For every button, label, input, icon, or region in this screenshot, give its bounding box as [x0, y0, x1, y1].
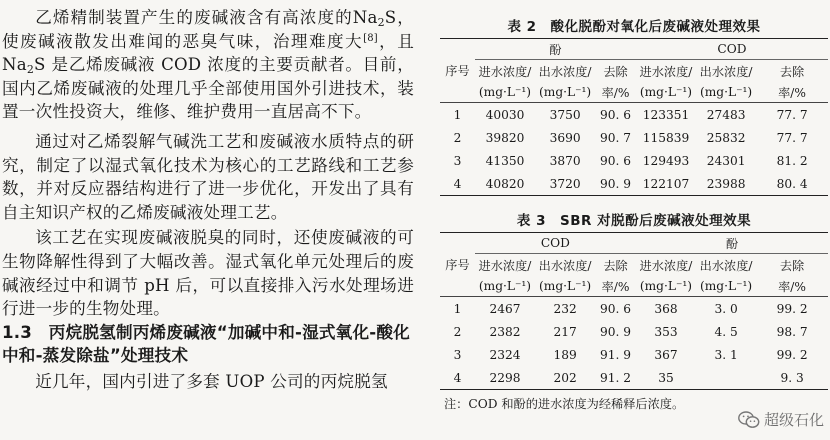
header-unit: (mg·L⁻¹)	[700, 85, 753, 99]
header-in-conc: 进水浓度/	[639, 64, 693, 79]
table-row	[440, 343, 828, 366]
cell: 3750	[549, 107, 581, 122]
header-rate: 率/%	[601, 85, 630, 100]
header-rate: 率/%	[778, 85, 806, 100]
header-out-conc: 出水浓度/	[538, 64, 592, 79]
header-unit: (mg·L⁻¹)	[539, 85, 592, 99]
cell: 2467	[489, 301, 521, 316]
cell: 368	[654, 301, 678, 316]
cell: 9. 3	[780, 370, 804, 385]
header-group-phenol: 酚	[475, 39, 636, 60]
cell: 3870	[549, 153, 581, 168]
cell: 3	[453, 347, 462, 362]
header-group-cod: COD	[636, 39, 828, 60]
header-unit: (mg·L⁻¹)	[478, 279, 532, 293]
cell: 90. 7	[600, 130, 632, 145]
text-span: S，使废碱液散发出难闻的恶臭气味，治理难度大	[2, 8, 414, 51]
cell: 90. 6	[600, 107, 632, 122]
header-unit: (mg·L⁻¹)	[700, 279, 753, 293]
cell: 77. 7	[776, 107, 808, 122]
cell: 3	[453, 153, 462, 168]
text-span: S 是乙烯废碱液 COD 浓度的主要贡献者。目前，国内乙烯废碱液的处理几乎全部使用国外引进技术，装置一次性投资大，维修、维护费用一直居高不下。	[2, 55, 414, 122]
header-unit: (mg·L⁻¹)	[639, 279, 693, 293]
text-span: 乙烯精制装置产生的废碱液含有高浓度的	[35, 8, 353, 27]
header-seq: 序号	[440, 39, 475, 103]
cell: 189	[553, 347, 577, 362]
cell: 77. 7	[776, 130, 808, 145]
cell	[696, 366, 756, 390]
table-row	[440, 149, 828, 172]
cell: 40030	[485, 107, 525, 122]
header-removal: 去除	[603, 64, 628, 79]
header-group-cod: COD	[475, 233, 636, 254]
cell: 39820	[485, 130, 525, 145]
cell: 129493	[642, 153, 690, 168]
table-row	[440, 103, 828, 127]
cell: 24301	[706, 153, 746, 168]
cell: 232	[553, 301, 577, 316]
cell: 4	[453, 176, 462, 191]
cell: 40820	[485, 176, 525, 191]
cell: 98. 7	[776, 324, 808, 339]
header-rate: 率/%	[778, 279, 806, 294]
cell: 81. 2	[776, 153, 808, 168]
table-2	[440, 38, 828, 196]
cell: 23988	[706, 176, 746, 191]
header-unit: (mg·L⁻¹)	[639, 85, 693, 99]
subscript: 2	[26, 63, 35, 77]
cell: 2324	[489, 347, 521, 362]
table-row	[440, 126, 828, 149]
section-heading: 1.3 丙烷脱氢制丙烯废碱液“加碱中和-湿式氧化-酸化中和-蒸发除盐”处理技术	[2, 322, 410, 366]
cell: 2298	[489, 370, 521, 385]
cell: 2	[453, 324, 462, 339]
header-seq: 序号	[440, 233, 475, 297]
header-unit: (mg·L⁻¹)	[539, 279, 592, 293]
cell: 4	[453, 370, 462, 385]
watermark	[738, 409, 824, 430]
tables-column	[440, 0, 828, 440]
cell: 367	[654, 347, 678, 362]
table-row	[440, 366, 828, 390]
cell: 122107	[642, 176, 690, 191]
paragraph-4: 近几年，国内引进了多套 UOP 公司的丙烷脱氢	[35, 371, 388, 391]
wechat-icon	[738, 411, 760, 429]
cell: 2382	[489, 324, 521, 339]
cell: 3. 0	[714, 301, 738, 316]
cell: 115839	[642, 130, 690, 145]
table-row	[440, 297, 828, 321]
cell: 353	[654, 324, 678, 339]
header-out-conc: 出水浓度/	[699, 64, 753, 79]
table-2-caption: 表 2 酸化脱酚对氧化后废碱液处理效果	[507, 19, 761, 35]
cell: 99. 2	[776, 301, 808, 316]
cell: 41350	[485, 153, 525, 168]
header-unit: (mg·L⁻¹)	[478, 85, 532, 99]
cell: 90. 9	[600, 324, 632, 339]
header-in-conc: 进水浓度/	[478, 258, 532, 273]
header-removal: 去除	[779, 64, 805, 79]
header-in-conc: 进水浓度/	[478, 64, 532, 79]
cell: 99. 2	[776, 347, 808, 362]
header-rate: 率/%	[601, 279, 630, 294]
cell: 91. 2	[600, 370, 632, 385]
header-removal: 去除	[603, 258, 628, 273]
text-span: ，且 Na	[2, 31, 415, 75]
cell: 4. 5	[714, 324, 738, 339]
cell: 35	[658, 370, 674, 385]
table-3-caption: 表 3 SBR 对脱酚后废碱液处理效果	[516, 213, 752, 229]
cell: 90. 6	[600, 301, 632, 316]
watermark-text: 超级石化	[763, 411, 824, 429]
cell: 3690	[549, 130, 581, 145]
paragraph-1	[2, 6, 414, 124]
paragraph-3: 该工艺在实现废碱液脱臭的同时，还使废碱液的可生物降解性得到了大幅改善。湿式氧化单元处理后的废碱液经过中和调节 pH 后，可以直接排入污水处理场进行进一步的生物处理。	[2, 228, 414, 319]
cell: 25832	[706, 130, 746, 145]
header-out-conc: 出水浓度/	[699, 258, 753, 273]
header-in-conc: 进水浓度/	[639, 258, 693, 273]
cell: 217	[553, 324, 577, 339]
cell: 202	[553, 370, 577, 385]
header-out-conc: 出水浓度/	[538, 258, 592, 273]
cell: 80. 4	[776, 176, 808, 191]
table-row	[440, 172, 828, 196]
table-row	[440, 320, 828, 343]
paragraph-2: 通过对乙烯裂解气碱洗工艺和废碱液水质特点的研究，制定了以湿式氧化技术为核心的工艺路线和工艺参数，并对反应器结构进行了进一步优化，开发出了具有自主知识产权的乙烯废碱液处理工艺。	[2, 131, 414, 222]
table-3	[440, 232, 828, 390]
cell: 1	[453, 107, 462, 122]
cell: 90. 9	[600, 176, 632, 191]
cell: 3. 1	[714, 347, 738, 362]
text-span: Na	[352, 8, 378, 27]
header-group-phenol: 酚	[636, 233, 828, 254]
cell: 2	[453, 130, 462, 145]
reference-mark: [8]	[363, 32, 378, 44]
cell: 91. 9	[600, 347, 632, 362]
header-removal: 去除	[779, 258, 805, 273]
cell: 90. 6	[600, 153, 632, 168]
cell: 1	[453, 301, 462, 316]
cell: 3720	[549, 176, 581, 191]
table-note: 注：COD 和酚的进水浓度为经稀释后浓度。	[444, 397, 685, 411]
subscript: 2	[377, 16, 385, 29]
cell: 27483	[706, 107, 746, 122]
cell: 123351	[642, 107, 690, 122]
